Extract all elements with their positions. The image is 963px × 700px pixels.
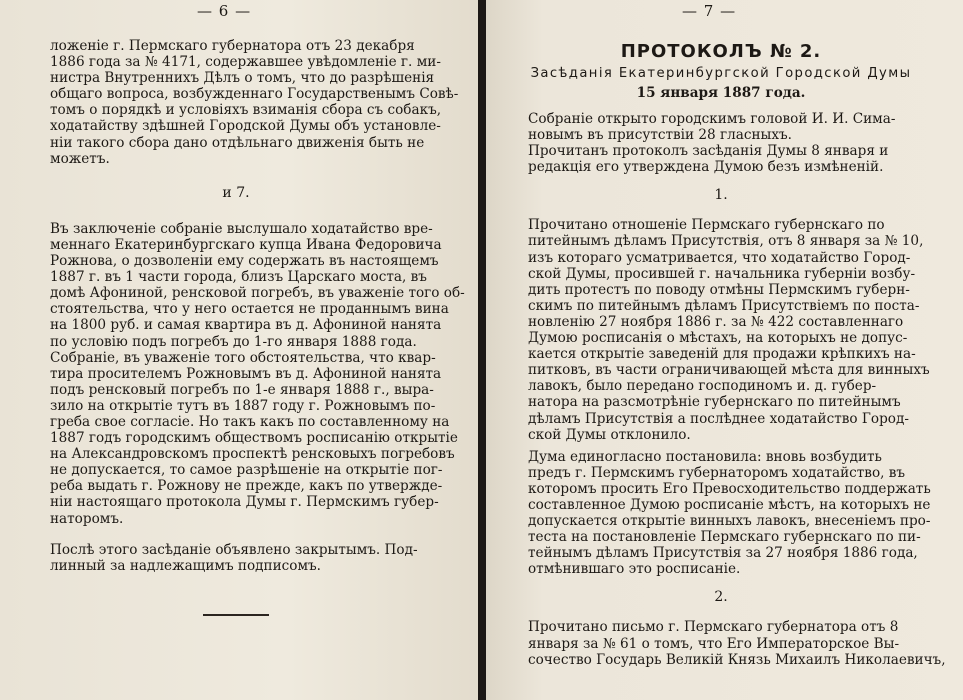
text-line: ложеніе г. Пермскаго губернатора отъ 23 декабря bbox=[50, 38, 415, 54]
text-line: по условію подъ погребъ до 1-го января 1888 года. bbox=[50, 333, 417, 350]
text-line: кается открытіе заведеній для продажи крѣпкихъ на- bbox=[528, 346, 916, 363]
section-number-1: 1. bbox=[714, 187, 728, 204]
right-page bbox=[486, 0, 963, 700]
text-line: Прочитано отношеніе Пермскаго губернскаго по bbox=[528, 217, 885, 234]
book-gutter bbox=[478, 0, 486, 700]
text-line: греба свое согласіе. Но такъ какъ по составленному на bbox=[50, 413, 450, 430]
text-line: лавокъ, было передано господиномъ и. д. губер- bbox=[528, 378, 877, 395]
paragraph-continuation bbox=[50, 38, 459, 167]
text-line: реба выдать г. Рожнову не прежде, какъ по утвержде- bbox=[50, 478, 443, 495]
protocol-subtitle: Засѣданія Екатеринбургской Городской Думы bbox=[530, 66, 912, 81]
text-line: не допускается, то самое разрѣшеніе на открытіе пог- bbox=[50, 462, 443, 479]
text-line: предъ г. Пермскимъ губернаторомъ ходатайство, въ bbox=[528, 464, 906, 481]
paragraph-opening bbox=[528, 111, 914, 143]
text-line: 1887 годъ городскимъ обществомъ росписанію открытіе bbox=[50, 430, 458, 447]
paragraph-rozhnov-petition bbox=[50, 220, 465, 527]
protocol-date: 15 января 1887 года. bbox=[636, 85, 806, 101]
text-line: дѣламъ Присутствія а послѣднее ходатайство Город- bbox=[528, 410, 909, 427]
text-line: новленію 27 ноября 1886 г. за № 422 составленнаго bbox=[528, 313, 904, 330]
protocol-title: ПРОТОКОЛЪ № 2. bbox=[620, 41, 822, 62]
text-line: Въ заключеніе собраніе выслушало ходатайство вре- bbox=[50, 220, 433, 237]
text-line: новымъ въ присутствіи 28 гласныхъ. bbox=[528, 127, 792, 144]
text-line: января за № 61 о томъ, что Его Императорское Вы- bbox=[528, 635, 900, 652]
text-line: зило на открытіе тутъ въ 1887 году г. Рожновымъ по- bbox=[50, 397, 436, 414]
paragraph-section1-letter bbox=[528, 217, 930, 443]
text-line: скимъ по питейнымъ дѣламъ Присутствіемъ по поста- bbox=[528, 297, 920, 314]
left-page bbox=[0, 0, 478, 700]
text-line: Рожнова, о дозволеніи ему содержать въ настоящемъ bbox=[50, 253, 439, 270]
text-line: Послѣ этого засѣданіе объявлено закрытымъ. Под- bbox=[50, 541, 418, 558]
text-line: которомъ просить Его Превосходительство поддержать bbox=[528, 480, 931, 497]
text-line: Думою росписанія о мѣстахъ, на которыхъ не допус- bbox=[528, 330, 908, 347]
text-line: допускается открытіе винныхъ лавокъ, внесеніемъ про- bbox=[528, 513, 931, 530]
text-line: нистра Внутреннихъ Дѣлъ о томъ, что до разрѣшенія bbox=[50, 70, 435, 87]
text-line: наторомъ. bbox=[50, 510, 124, 527]
text-line: тира просителемъ Рожновымъ въ д. Афониной нанята bbox=[50, 365, 442, 382]
text-line: на 1800 руб. и самая квартира въ д. Афониной нанята bbox=[50, 317, 442, 334]
text-line: стоятельства, что у него остается не проданнымъ вина bbox=[50, 301, 449, 318]
text-line: общаго вопроса, возбужденнаго Государственымъ Совѣ- bbox=[50, 86, 459, 103]
text-line: Собраніе открыто городскимъ головой И. И. Сима- bbox=[528, 111, 896, 127]
text-line: ніи настоящаго протокола Думы г. Пермскимъ губер- bbox=[50, 494, 439, 511]
text-line: ходатайству здѣшней Городской Думы объ установле- bbox=[50, 118, 441, 135]
text-line: домѣ Афониной, ренсковой погребъ, въ уваженіе того об- bbox=[50, 285, 465, 302]
text-line: сочество Государь Великій Князь Михаилъ Николаевичъ, bbox=[528, 651, 946, 668]
text-line: питковъ, въ части ограничивающей мѣста для винныхъ bbox=[528, 362, 930, 379]
text-line: Прочитанъ протоколъ засѣданія Думы 8 января и bbox=[528, 143, 889, 160]
page-number: — 6 — bbox=[197, 2, 252, 20]
page-number: — 7 — bbox=[682, 2, 737, 20]
text-line: 1887 г. въ 1 части города, близъ Царскаго моста, въ bbox=[50, 269, 427, 286]
text-line: ской Думы, просившей г. начальника губерніи возбу- bbox=[528, 265, 916, 282]
paragraph-minutes-approved bbox=[528, 143, 914, 175]
text-line: меннаго Екатеринбургскаго купца Ивана Федоровича bbox=[50, 236, 442, 253]
text-line: дить протестъ по поводу отмѣны Пермскимъ губерн- bbox=[528, 281, 910, 298]
section-heading: и 7. bbox=[222, 184, 250, 201]
text-line: составленное Думою росписаніе мѣстъ, на которыхъ не bbox=[528, 496, 931, 513]
text-line: на Александровскомъ проспектѣ ренсковыхъ погребовъ bbox=[50, 446, 455, 463]
paragraph-closing bbox=[50, 542, 422, 574]
text-line: тейнымъ дѣламъ Присутствія за 27 ноября 1886 года, bbox=[528, 545, 918, 562]
text-line: изъ котораго усматривается, что ходатайство Город- bbox=[528, 249, 911, 266]
text-line: редакція его утверждена Думою безъ измѣненій. bbox=[528, 159, 884, 176]
paragraph-section2-letter bbox=[528, 619, 946, 668]
right-text-column bbox=[528, 38, 946, 668]
left-text-column bbox=[50, 38, 465, 616]
text-line: Собраніе, въ уваженіе того обстоятельства, что квар- bbox=[50, 349, 436, 366]
text-line: натора на разсмотрѣніе губернскаго по питейнымъ bbox=[528, 394, 901, 411]
text-line: линный за надлежащимъ подписомъ. bbox=[50, 557, 321, 574]
text-line: томъ о порядкѣ и условіяхъ взиманія сбора съ собакъ, bbox=[50, 102, 442, 119]
text-line: Дума единогласно постановила: вновь возбудить bbox=[528, 448, 882, 465]
text-line: питейнымъ дѣламъ Присутствія, отъ 8 января за № 10, bbox=[528, 233, 924, 250]
text-line: 1886 года за № 4171, содержавшее увѣдомленіе г. ми- bbox=[50, 54, 441, 71]
text-line: можетъ. bbox=[50, 150, 110, 167]
text-line: ской Думы отклонило. bbox=[528, 426, 691, 443]
text-line: отмѣнившаго это росписаніе. bbox=[528, 561, 741, 578]
text-line: Прочитано письмо г. Пермскаго губернатора отъ 8 bbox=[528, 619, 899, 636]
section-number-2: 2. bbox=[714, 589, 728, 606]
text-line: ніи такого сбора дано отдѣльнаго движенія быть не bbox=[50, 134, 425, 151]
paragraph-section1-resolution bbox=[528, 448, 931, 578]
text-line: теста на постановленіе Пермскаго губернскаго по пи- bbox=[528, 529, 921, 546]
section-divider bbox=[203, 614, 269, 616]
text-line: подъ ренсковый погребъ по 1-е января 1888 г., выра- bbox=[50, 381, 434, 398]
